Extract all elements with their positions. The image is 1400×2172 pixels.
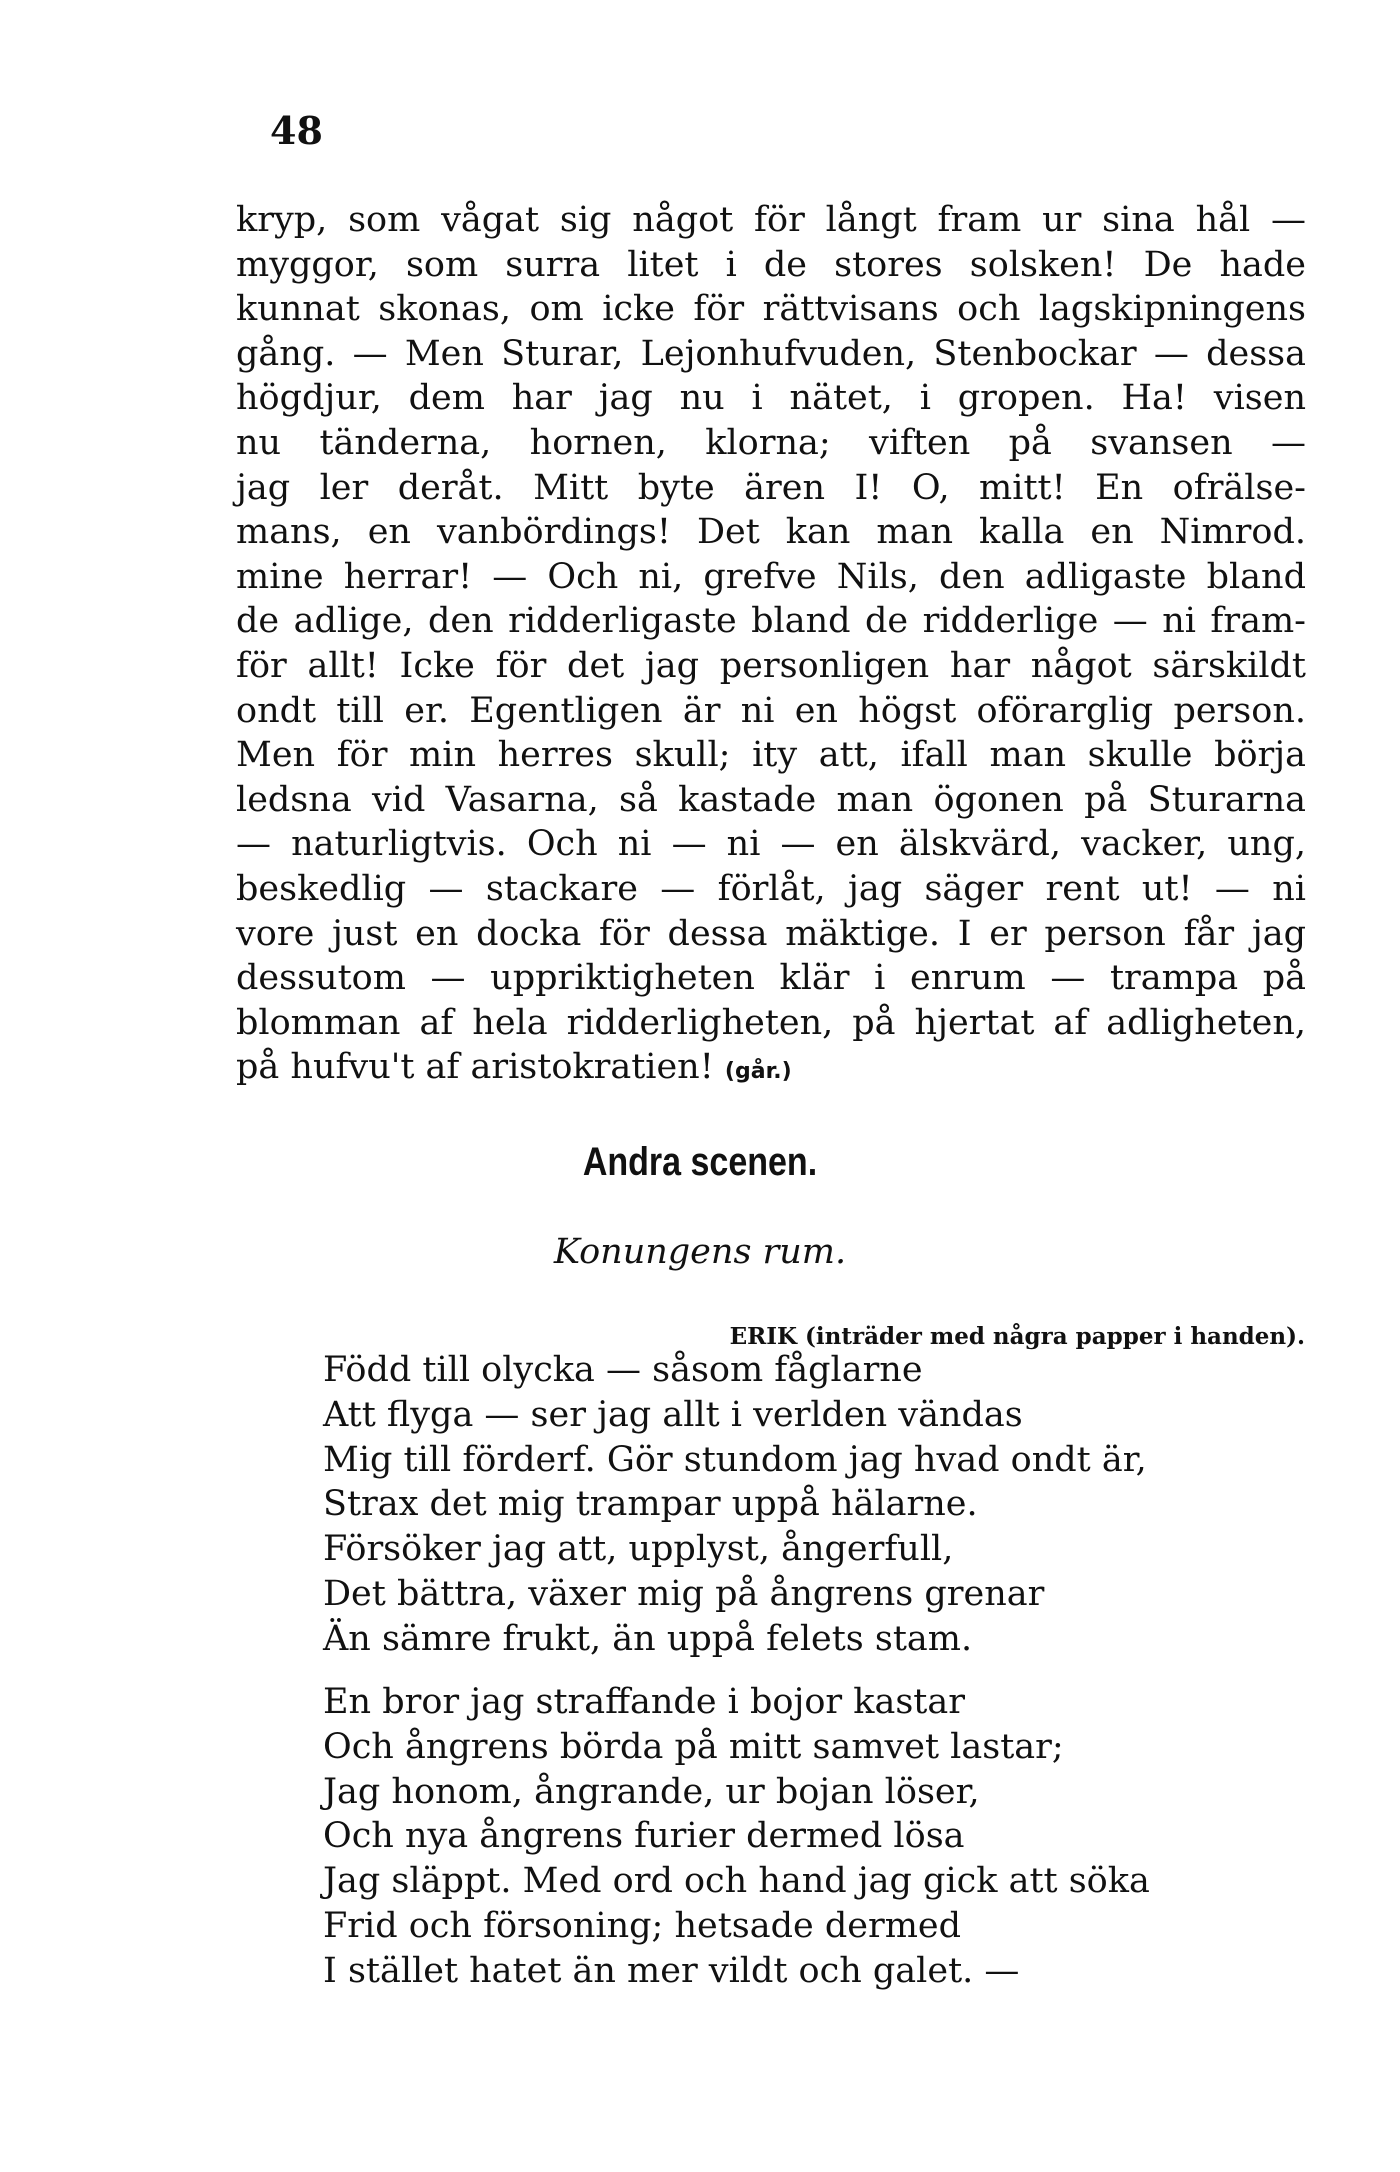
prose-line: för allt! Icke för det jag personligen har något särskildt	[236, 645, 1306, 686]
scene-location: Konungens rum.	[553, 1232, 847, 1272]
prose-line: kunnat skonas, om icke för rättvisans och lagskipningens	[236, 289, 1306, 330]
verse-line: Mig till förderf. Gör stundom jag hvad ondt är,	[323, 1439, 1147, 1480]
page-number: 48	[270, 108, 323, 153]
speaker-entrance	[730, 1323, 1305, 1350]
prose-line: nu tänderna, hornen, klorna; viften på svansen —	[236, 422, 1306, 463]
prose-line: jag ler deråt. Mitt byte ären I! O, mitt! En ofrälse-	[236, 467, 1306, 508]
prose-line: Men för min herres skull; ity att, ifall man skulle börja	[236, 735, 1306, 776]
prose-line: gång. — Men Sturar, Lejonhufvuden, Stenbockar — dessa	[236, 333, 1306, 374]
prose-line: ondt till er. Egentligen är ni en högst oförarglig person.	[236, 690, 1306, 731]
verse-line: Försöker jag att, upplyst, ångerfull,	[323, 1529, 954, 1570]
verse-line: Jag honom, ångrande, ur bojan löser,	[323, 1771, 980, 1812]
verse-line: En bror jag straffande i bojor kastar	[323, 1682, 965, 1722]
prose-last-line-text: på hufvu't af aristokratien!	[236, 1047, 714, 1088]
scene-title: Andra scenen.	[582, 1140, 818, 1184]
verse-line: Och nya ångrens furier dermed lösa	[323, 1816, 965, 1857]
prose-line: vore just en docka för dessa mäktige. I er person får jag	[236, 913, 1306, 954]
speaker-name: ERIK	[729, 1323, 798, 1350]
verse-line: I stället hatet än mer vildt och galet. —	[323, 1950, 1020, 1991]
verse-line: Att flyga — ser jag allt i verlden vändas	[323, 1394, 1023, 1435]
prose-line: myggor, som surra litet i de stores solsken! De hade	[236, 244, 1306, 285]
prose-line: — naturligtvis. Och ni — ni — en älskvärd, vacker, ung,	[236, 824, 1306, 865]
verse-stanza-1	[323, 1348, 1147, 1662]
prose-line: kryp, som vågat sig något för långt fram ur sina hål —	[236, 200, 1306, 240]
verse-line: Än sämre frukt, än uppå felets stam.	[323, 1618, 973, 1659]
prose-line: mine herrar! — Och ni, grefve Nils, den adligaste bland	[236, 556, 1306, 597]
prose-last-line	[236, 1045, 1306, 1095]
verse-line: Frid och försoning; hetsade dermed	[323, 1905, 962, 1946]
speaker-stage-direction: (inträder med några papper i handen).	[805, 1323, 1305, 1350]
prose-line: högdjur, dem har jag nu i nätet, i gropen. Ha! visen	[236, 378, 1306, 419]
prose-line: ledsna vid Vasarna, så kastade man ögonen på Sturarna	[236, 779, 1306, 820]
prose-line: de adlige, den ridderligaste bland de ridderlige — ni fram-	[236, 601, 1306, 642]
verse-stanza-2	[323, 1680, 1150, 1994]
monologue-prose	[236, 198, 1306, 1095]
prose-line: blomman af hela ridderligheten, på hjertat af adligheten,	[236, 1002, 1306, 1043]
verse-line: Det bättra, växer mig på ångrens grenar	[323, 1573, 1045, 1614]
verse-line: Född till olycka — såsom fåglarne	[323, 1350, 923, 1390]
prose-line: mans, en vanbördings! Det kan man kalla en Nimrod.	[236, 512, 1306, 553]
prose-line: dessutom — uppriktigheten klär i enrum — trampa på	[236, 958, 1306, 999]
verse-line: Och ångrens börda på mitt samvet lastar;	[323, 1726, 1064, 1767]
verse-line: Strax det mig trampar uppå hälarne.	[323, 1484, 978, 1525]
exit-stage-direction: (går.)	[724, 1059, 792, 1085]
verse-line: Jag släppt. Med ord och hand jag gick att söka	[323, 1861, 1150, 1902]
prose-line: beskedlig — stackare — förlåt, jag säger rent ut! — ni	[236, 868, 1306, 909]
